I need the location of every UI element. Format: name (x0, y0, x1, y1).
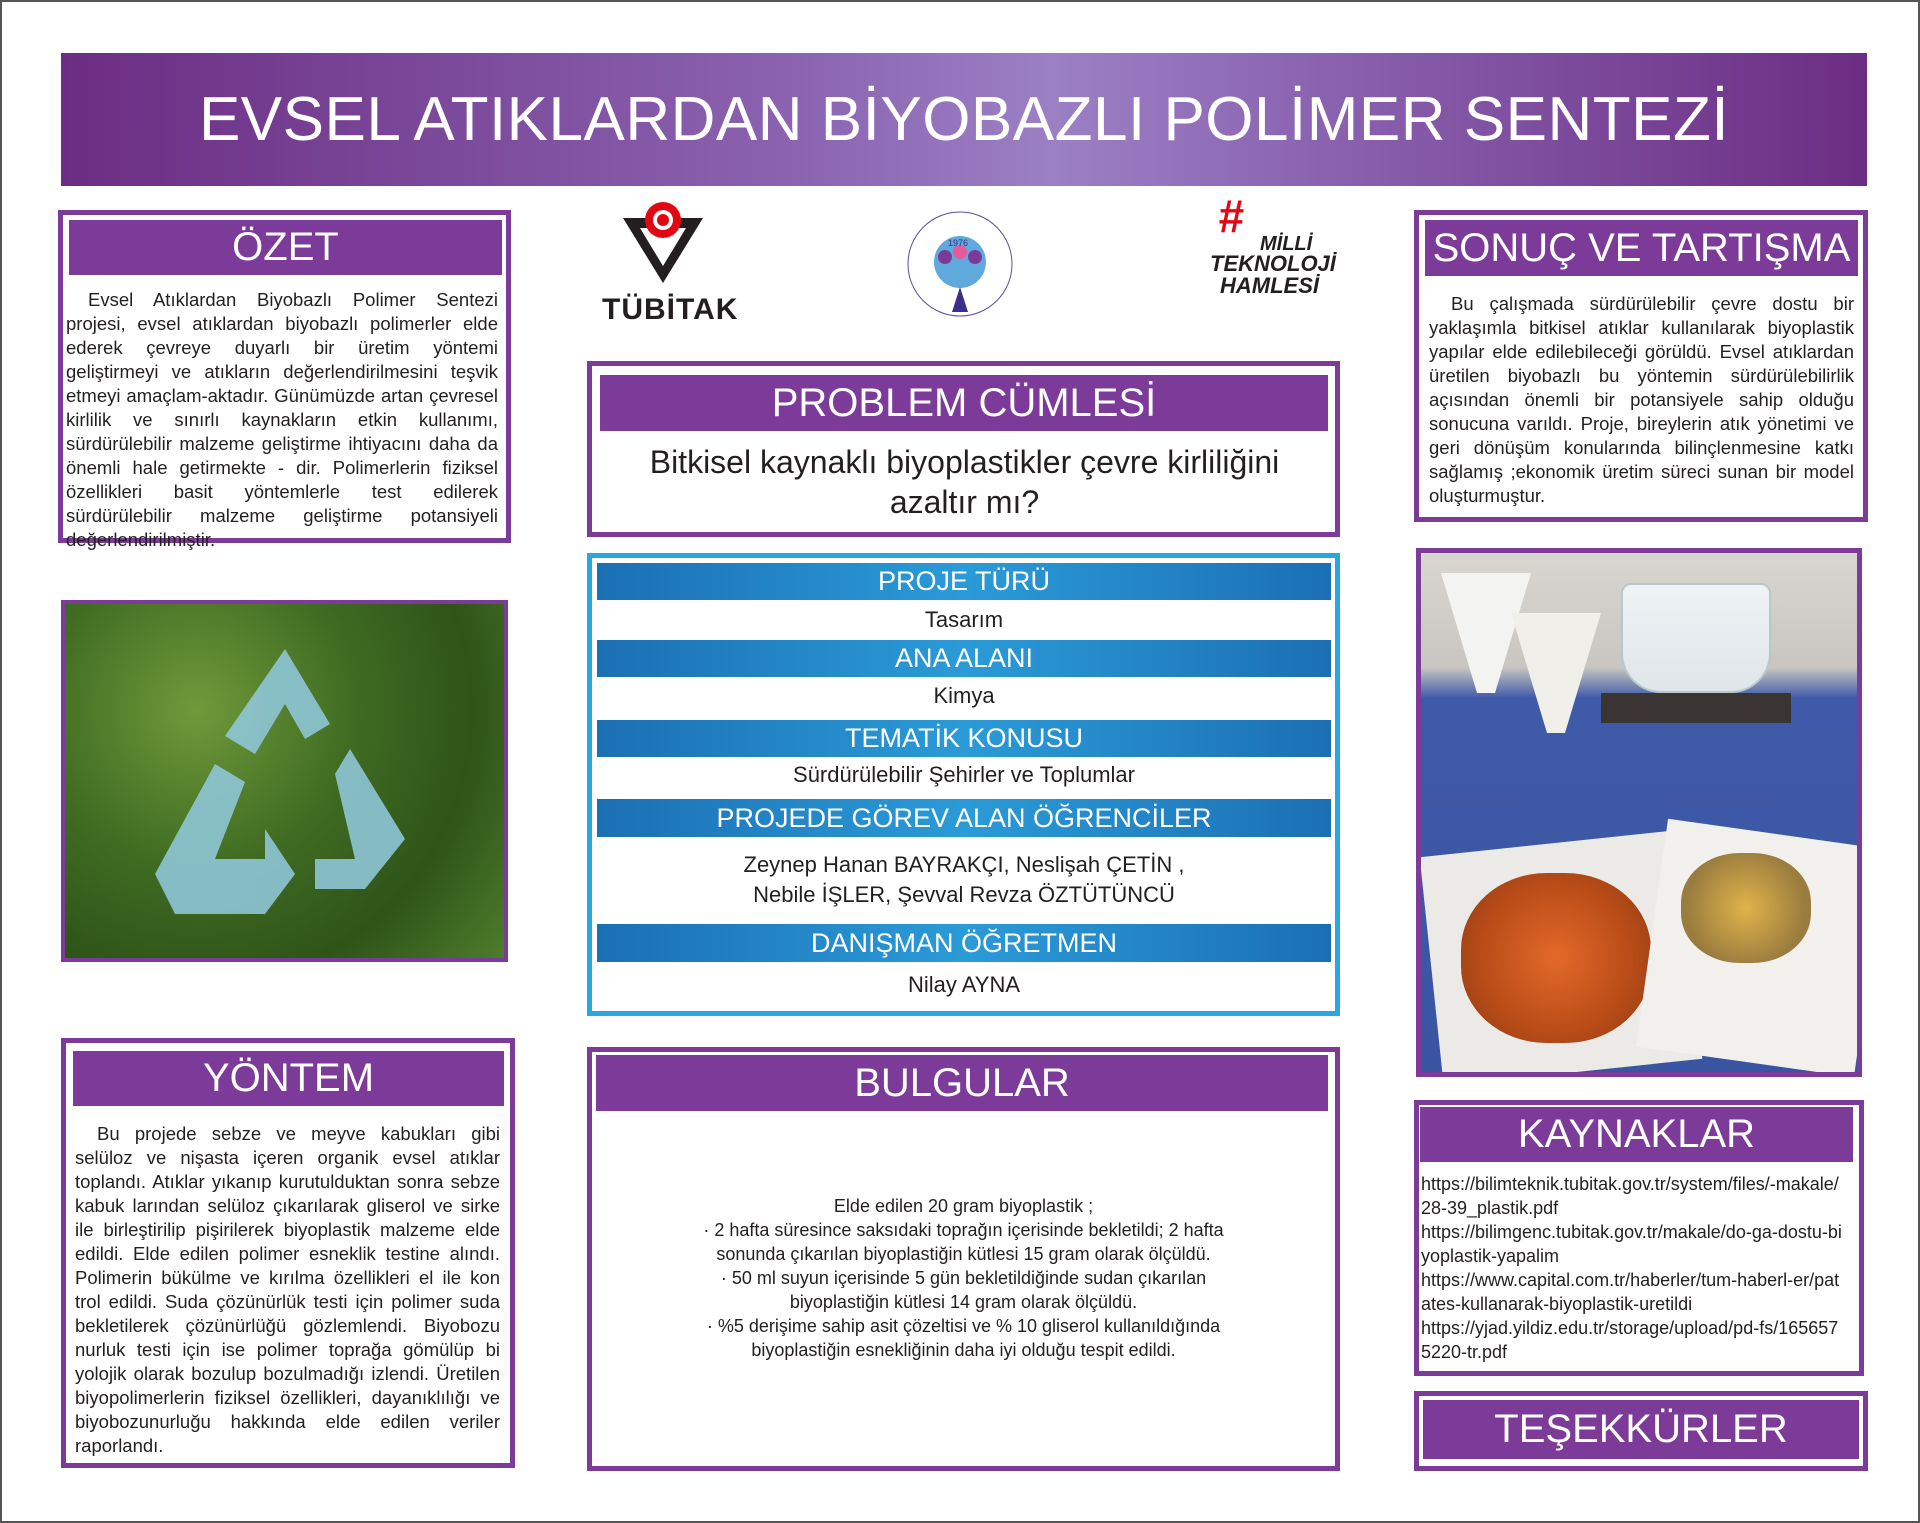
milli-text: MİLLİ (1260, 233, 1313, 255)
recycle-image (61, 600, 508, 962)
reference-link[interactable]: https://bilimteknik.tubitak.gov.tr/system/files/-makale/28-39_plastik.pdf (1421, 1174, 1839, 1218)
school-year: 1976 (948, 238, 969, 248)
sonuc-text: Bu çalışmada sürdürülebilir çevre dostu bir yaklaşımla bitkisel atıklar kullanılarak biyoplastik yapılar elde edilebileceği görüldü. Evsel atıklardan üretilen biyobazlı bu yöntemin sürdürülebilirlik açısından önemli bir potansiyele sahip olduğu sonucuna varıldı. Proje, bireylerin atık yönetimi ve geri dönüşüm konularında bilinçlenmesine katkı sağlamış ;ekonomik üretim süreci sunan bir model oluşturmuştur. (1429, 293, 1854, 506)
ogrenciler-line-2: Nebile İŞLER, Şevval Revza ÖZTÜTÜNCÜ (753, 882, 1175, 907)
bulgular-line: · %5 derişime sahip asit çözeltisi ve % 10 gliserol kullanıldığında (706, 1316, 1221, 1336)
bulgular-line: biyoplastiğin esnekliğinin daha iyi olduğu tespit edildi. (751, 1340, 1176, 1360)
hamlesi-text: HAMLESİ (1220, 273, 1319, 298)
experiment-photo (1416, 548, 1862, 1077)
tubitak-logo (602, 198, 739, 333)
tubitak-logo-text: TÜBİTAK (602, 293, 739, 326)
tubitak-emblem-icon (618, 198, 708, 288)
ana-alan-label: ANA ALANI (597, 640, 1331, 677)
kaynaklar-list (1421, 1172, 1846, 1364)
teknoloji-text: TEKNOLOJİ (1210, 251, 1336, 276)
milli-teknoloji-logo (1208, 190, 1336, 306)
bulgular-line: · 50 ml suyun içerisinde 5 gün bekletildiğinde sudan çıkarılan (720, 1268, 1207, 1288)
recycle-icon (65, 604, 504, 958)
bulgular-line: biyoplastiğin kütlesi 14 gram olarak ölçüldü. (789, 1292, 1138, 1312)
kaynaklar-heading: KAYNAKLAR (1420, 1107, 1853, 1162)
bulgular-text (602, 1194, 1325, 1362)
sonuc-heading: SONUÇ VE TARTIŞMA (1425, 220, 1858, 276)
ogrenciler-line-1: Zeynep Hanan BAYRAKÇI, Neslişah ÇETİN , (743, 852, 1185, 877)
poster-title: EVSEL ATIKLARDAN BİYOBAZLI POLİMER SENTEZİ (61, 53, 1867, 186)
funnel (1511, 613, 1601, 733)
yontem-heading: YÖNTEM (73, 1051, 504, 1106)
bulgular-line: Elde edilen 20 gram biyoplastik ; (833, 1196, 1094, 1216)
potato-peels (1681, 853, 1811, 963)
reference-link[interactable]: https://www.capital.com.tr/haberler/tum-haberl-er/patates-kullanarak-biyoplastik-uretildi (1421, 1270, 1840, 1314)
reference-link[interactable]: https://bilimgenc.tubitak.gov.tr/makale/do-ga-dostu-biyoplastik-yapalim (1421, 1222, 1842, 1266)
bulgular-line: sonunda çıkarılan biyoplastiğin kütlesi 15 gram olarak ölçüldü. (716, 1244, 1211, 1264)
hot-plate (1601, 693, 1791, 723)
ogrenciler-label: PROJEDE GÖREV ALAN ÖĞRENCİLER (597, 799, 1331, 837)
hash-icon: # (1218, 190, 1244, 242)
ozet-text: Evsel Atıklardan Biyobazlı Polimer Sentezi projesi, evsel atıklardan biyobazlı polimerler elde ederek çevreye duyarlı bir üretim yöntemi geliştirmeyi ve atıkların değerlendirilmesini teşvik etmeyi amaçlam-aktadır. Günümüzde artan çevresel kirlilik ve sınırlı kaynakların etkin kullanımı, sürdürülebilir malzeme geliştirme ihtiyacını daha da önemli hale getirmekte - dir. Polimerlerin fiziksel özellikleri basit yöntemlerle test edilerek sürdürülebilir malzeme geliştirme potansiyeli değerlendirilmiştir. (66, 289, 498, 550)
danisman-label: DANIŞMAN ÖĞRETMEN (597, 924, 1331, 962)
problem-text: Bitkisel kaynaklı biyoplastikler çevre kirliliğini azaltır mı? (649, 444, 1280, 520)
ana-alan-value: Kimya (933, 683, 995, 708)
danisman-value: Nilay AYNA (907, 972, 1021, 997)
proje-turu-label: PROJE TÜRÜ (597, 563, 1331, 600)
beaker (1621, 583, 1771, 693)
ozet-heading: ÖZET (69, 220, 502, 275)
problem-heading: PROBLEM CÜMLESİ (600, 375, 1328, 431)
proje-turu-value: Tasarım (924, 607, 1004, 632)
tesekkur-heading: TEŞEKKÜRLER (1423, 1400, 1859, 1459)
school-logo (890, 202, 1030, 332)
reference-link[interactable]: https://yjad.yildiz.edu.tr/storage/upload/pd-fs/1656575220-tr.pdf (1421, 1318, 1839, 1362)
tematik-value: Sürdürülebilir Şehirler ve Toplumlar (793, 762, 1135, 787)
bulgular-line: · 2 hafta süresince saksıdaki toprağın içerisinde bekletildi; 2 hafta (703, 1220, 1224, 1240)
bulgular-heading: BULGULAR (596, 1055, 1328, 1111)
tematik-label: TEMATİK KONUSU (597, 720, 1331, 757)
yontem-text: Bu projede sebze ve meyve kabukları gibi selüloz ve nişasta içeren organik evsel atıklar toplandı. Atıklar yıkanıp kurutulduktan sonra sebze kabuk larından selüloz çıkarılarak gliserol ve sirke ile birleştirilip pişirilerek biyoplastik malzeme elde edildi. Elde edilen polimer esneklik testine alındı. Polimerin bükülme ve kırılma özellikleri el ile kon trol edildi. Suda çözünürlük testi için polimer suda bekletilerek çözünürlüğü gözlemlendi. Biyobozu nurluk testi için ise polimer toprağa gömülüp bi yolojik olarak bozulup bozulmadığı izlendi. Üretilen biyopolimerlerin fiziksel özellikleri, dayanıklılığı ve biyobozunurluğu hakkında elde edilen veriler raporlandı. (75, 1123, 500, 1456)
orange-peels (1461, 873, 1651, 1043)
